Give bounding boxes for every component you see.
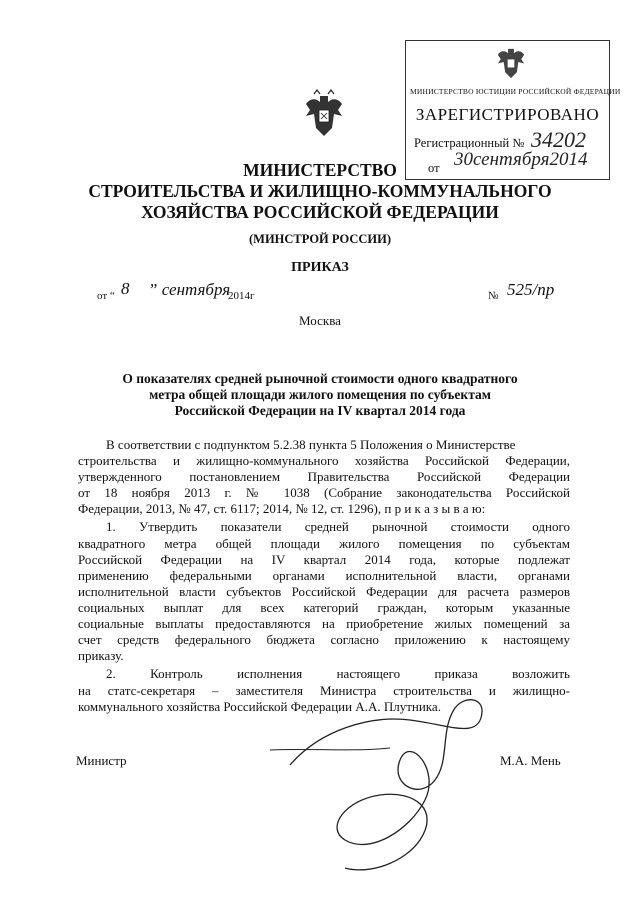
paragraph-line: квадратного метра общей площади жилого помещения по субъектам <box>78 536 570 551</box>
paragraph-line: Российской Федерации на IV квартал 2014 года, которые подлежат <box>78 552 570 567</box>
order-number-label: № <box>488 290 499 302</box>
signatory-name: М.А. Мень <box>500 753 561 768</box>
city: Москва <box>299 313 341 328</box>
paragraph-line: социальных выплат для всех категорий граждан, которым указанные <box>78 600 570 615</box>
paragraph-line: В соответствии с подпунктом 5.2.38 пункта 5 Положения о Министерстве <box>106 437 516 452</box>
stamp-coat-of-arms-icon <box>496 43 526 81</box>
handwritten-signature <box>250 690 500 880</box>
date-year: 2014г <box>228 290 255 302</box>
paragraph-line: Федерации, 2013, № 47, ст. 6117; 2014, № 12, ст. 1296), п р и к а з ы в а ю: <box>78 501 486 516</box>
stamp-registered: ЗАРЕГИСТРИРОВАНО <box>415 105 600 124</box>
ministry-title-line1: МИНИСТЕРСТВО <box>243 160 397 180</box>
ministry-short-name: (МИНСТРОЙ РОССИИ) <box>248 232 391 246</box>
paragraph-line: социальные выплаты предоставляются на приобретение жилых помещений за <box>78 616 570 631</box>
order-title-line2: метра общей площади жилого помещения по субъектам <box>149 387 491 402</box>
paragraph-line: приказу. <box>78 648 124 663</box>
paragraph-line: счет средств федерального бюджета согласно приложению к настоящему <box>78 632 570 647</box>
order-title-line1: О показателях средней рыночной стоимости одного квадратного <box>122 371 518 386</box>
paragraph-line: применению федеральными органами исполнительной власти, органами <box>78 568 570 583</box>
stamp-reg-number-label: Регистрационный № <box>414 136 525 150</box>
stamp-date-label: от <box>428 161 440 175</box>
ministry-title-line2: СТРОИТЕЛЬСТВА И ЖИЛИЩНО-КОММУНАЛЬНОГО <box>88 181 552 201</box>
paragraph-line: 1. Утвердить показатели средней рыночной стоимости одного <box>106 519 570 534</box>
stamp-date-value: 30сентября2014 <box>454 149 588 170</box>
stamp-ministry: МИНИСТЕРСТВО ЮСТИЦИИ РОССИЙСКОЙ ФЕДЕРАЦИИ <box>410 87 621 96</box>
ministry-title-line3: ХОЗЯЙСТВА РОССИЙСКОЙ ФЕДЕРАЦИИ <box>141 202 499 222</box>
order-number: 525/пр <box>507 280 555 299</box>
paragraph-line: строительства и жилищно-коммунального хозяйства Российской Федерации, <box>78 453 570 468</box>
document-type: ПРИКАЗ <box>291 260 349 275</box>
coat-of-arms-icon <box>304 88 344 140</box>
order-title-line3: Российской Федерации на IV квартал 2014 года <box>174 403 466 418</box>
registration-stamp <box>405 40 621 180</box>
paragraph-line: коммунального хозяйства Российской Федерации А.А. Плутника. <box>78 699 441 714</box>
paragraph-line: 2. Контроль исполнения настоящего приказа возложить <box>106 666 570 681</box>
signatory-position: Министр <box>76 753 127 768</box>
paragraph-line: исполнительной власти субъектов Российской Федерации для расчета размеров <box>78 584 570 599</box>
stamp-reg-number-value: 34202 <box>531 127 586 152</box>
date-month: ” сентября <box>148 280 231 299</box>
date-prefix: от “ <box>97 290 115 302</box>
paragraph-line: утвержденного постановлением Правительства Российской Федерации <box>78 469 570 484</box>
date-day: 8 <box>121 279 130 298</box>
paragraph-line: от 18 ноября 2013 г. № 1038 (Собрание законодательства Российской <box>78 485 570 500</box>
paragraph-line: на статс-секретаря – заместителя Министра строительства и жилищно- <box>78 683 570 698</box>
